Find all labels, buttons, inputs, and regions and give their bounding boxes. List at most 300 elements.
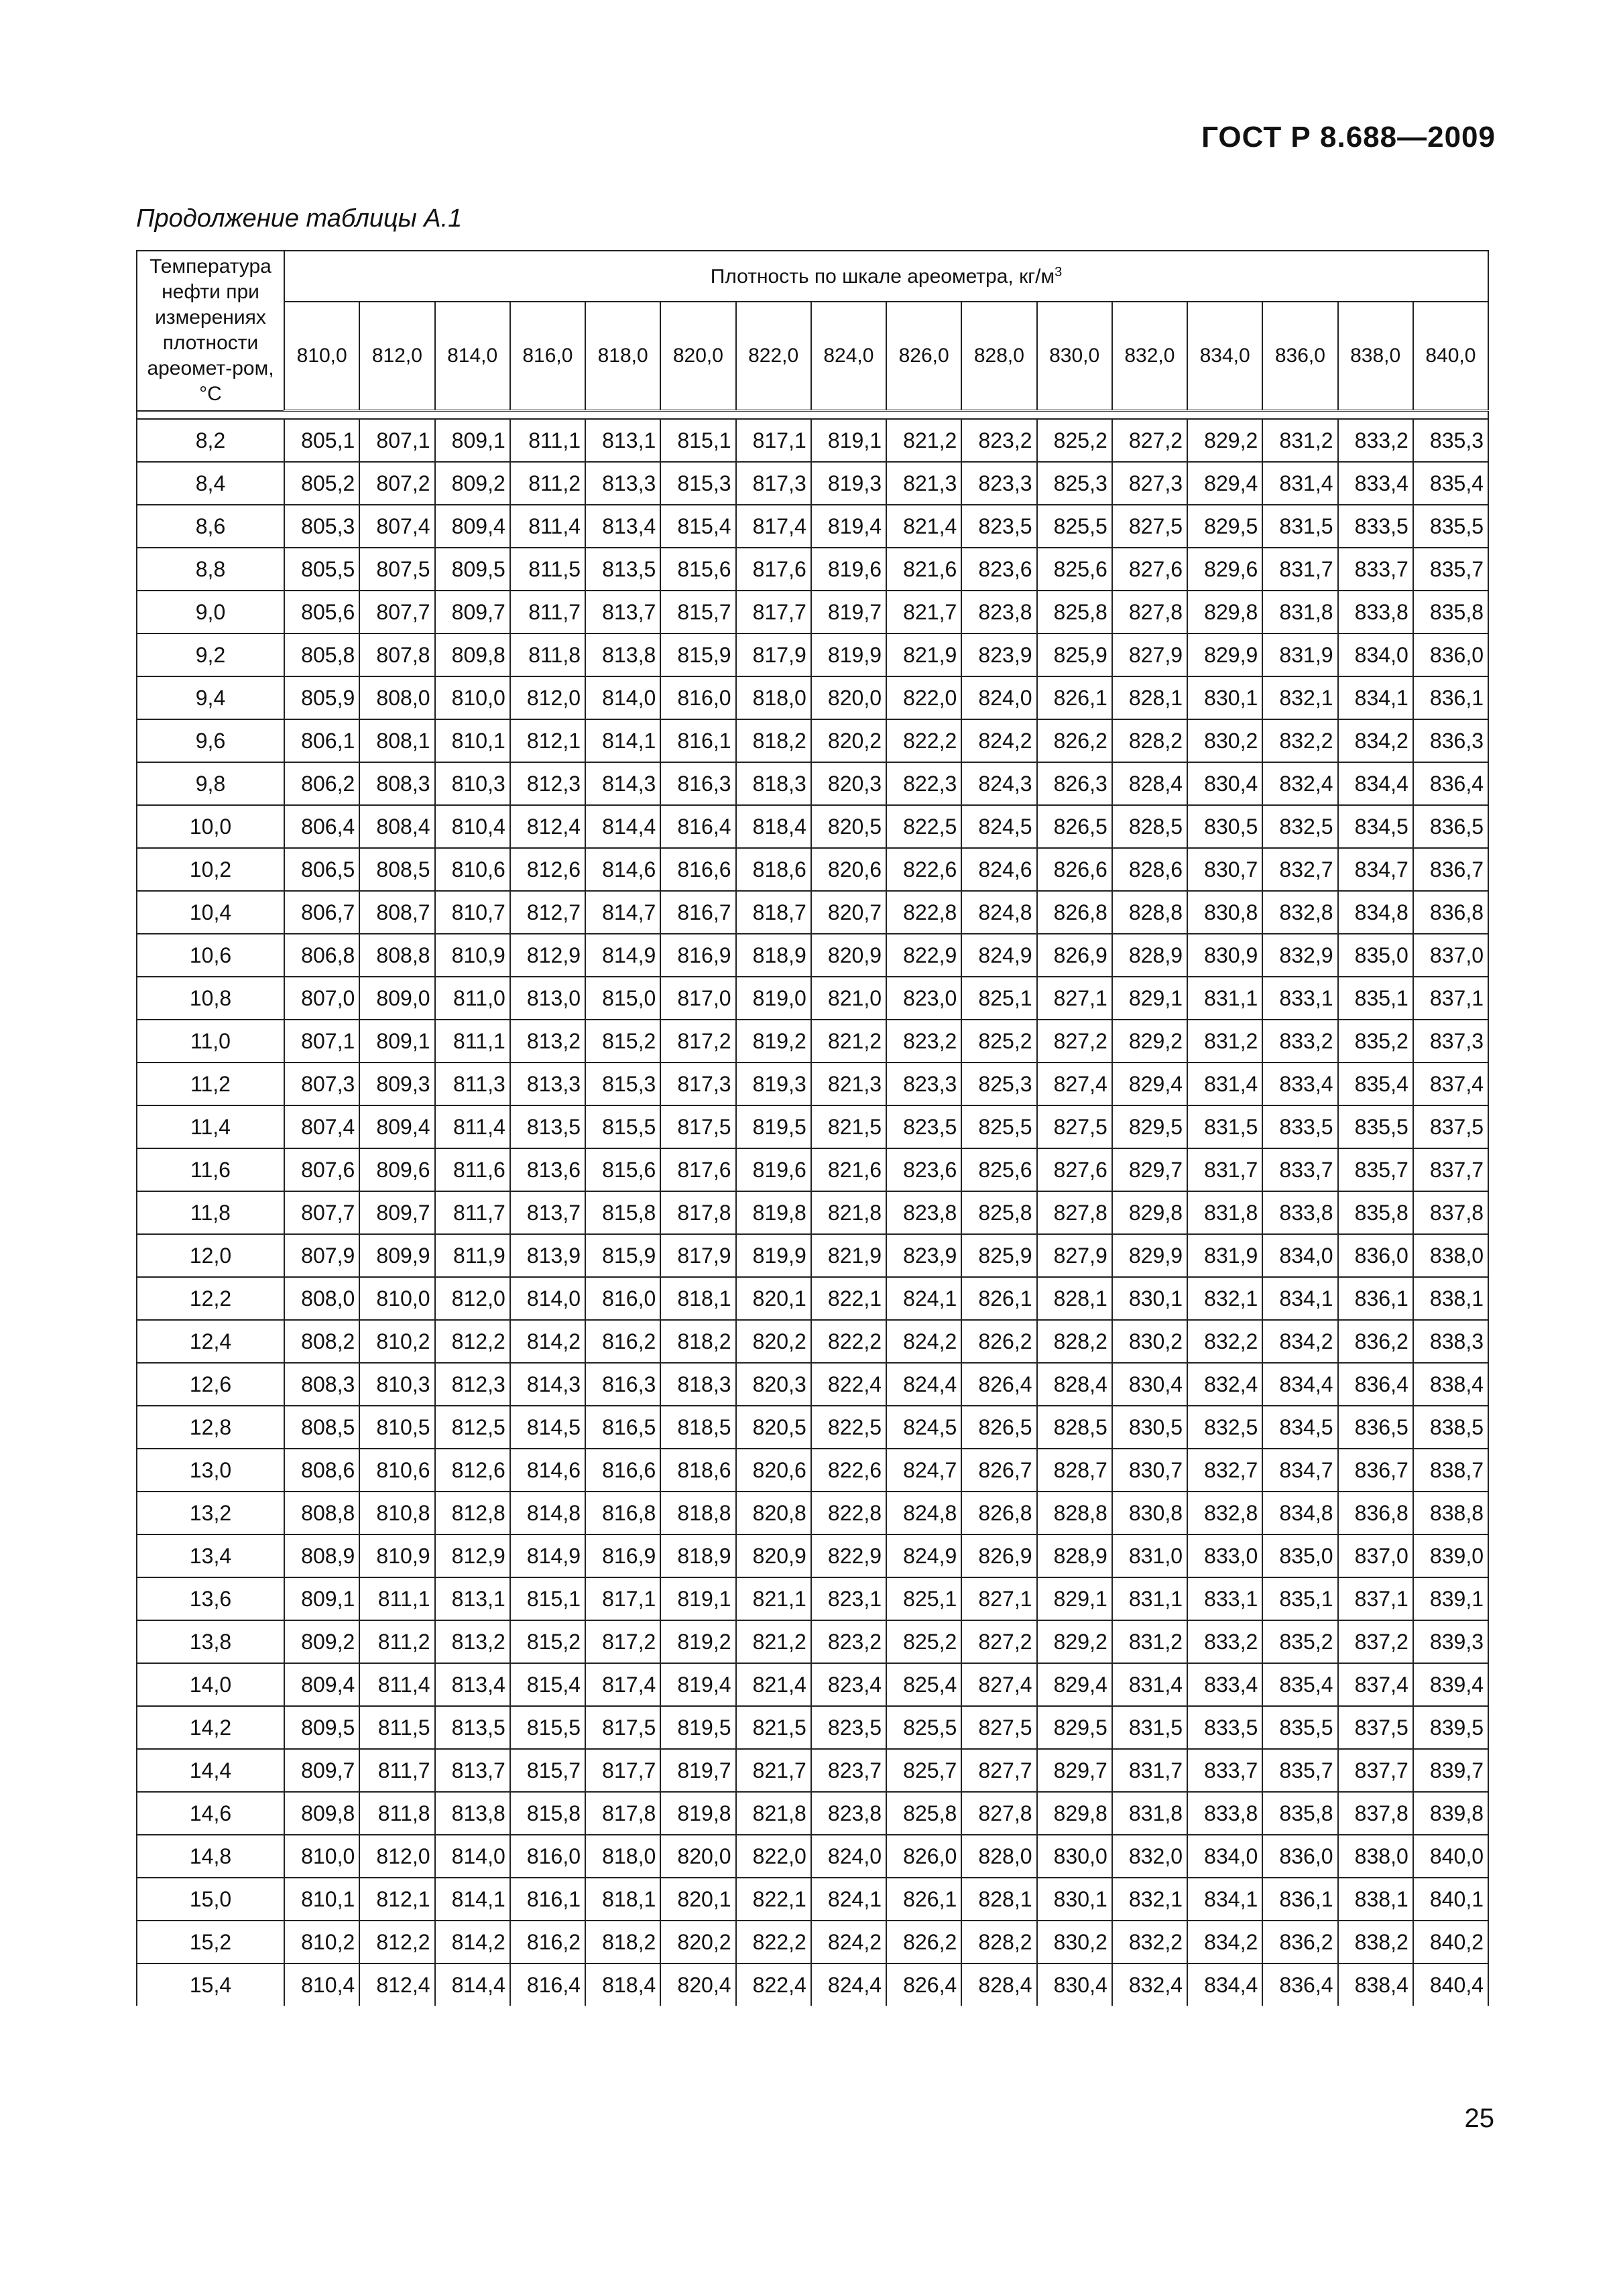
density-value-cell: 837,1 bbox=[1338, 1577, 1413, 1620]
table-row bbox=[137, 891, 1488, 934]
density-value-cell: 836,0 bbox=[1262, 1835, 1337, 1878]
density-scale-header-text: Плотность по шкале ареометра, кг/м bbox=[710, 265, 1055, 288]
table-row bbox=[137, 1534, 1488, 1577]
temperature-cell: 13,6 bbox=[137, 1577, 284, 1620]
density-column-header: 836,0 bbox=[1262, 302, 1337, 411]
density-value-cell: 809,7 bbox=[359, 1191, 434, 1234]
density-value-cell: 809,5 bbox=[284, 1706, 359, 1749]
density-value-cell: 820,0 bbox=[811, 676, 886, 719]
density-value-cell: 833,4 bbox=[1338, 462, 1413, 505]
table-row bbox=[137, 1105, 1488, 1148]
density-value-cell: 831,5 bbox=[1187, 1105, 1262, 1148]
density-value-cell: 821,9 bbox=[811, 1234, 886, 1277]
density-value-cell: 835,1 bbox=[1338, 977, 1413, 1020]
density-value-cell: 822,6 bbox=[811, 1449, 886, 1492]
density-value-cell: 823,7 bbox=[811, 1749, 886, 1792]
density-value-cell: 828,9 bbox=[1037, 1534, 1112, 1577]
density-value-cell: 808,2 bbox=[284, 1320, 359, 1363]
density-value-cell: 837,7 bbox=[1413, 1148, 1488, 1191]
density-column-header: 838,0 bbox=[1338, 302, 1413, 411]
density-value-cell: 815,1 bbox=[510, 1577, 585, 1620]
density-value-cell: 813,2 bbox=[510, 1020, 585, 1063]
density-value-cell: 835,3 bbox=[1413, 419, 1488, 462]
density-value-cell: 819,8 bbox=[660, 1792, 735, 1835]
density-value-cell: 816,1 bbox=[510, 1878, 585, 1921]
temperature-cell: 8,2 bbox=[137, 419, 284, 462]
density-value-cell: 820,6 bbox=[736, 1449, 811, 1492]
density-value-cell: 835,4 bbox=[1413, 462, 1488, 505]
density-value-cell: 829,9 bbox=[1112, 1234, 1187, 1277]
density-value-cell: 807,4 bbox=[359, 505, 434, 548]
density-value-cell: 811,7 bbox=[435, 1191, 510, 1234]
density-value-cell: 832,2 bbox=[1112, 1921, 1187, 1963]
density-value-cell: 816,7 bbox=[660, 891, 735, 934]
density-value-cell: 808,8 bbox=[359, 934, 434, 977]
density-value-cell: 821,6 bbox=[811, 1148, 886, 1191]
temperature-cell: 9,2 bbox=[137, 633, 284, 676]
density-value-cell: 814,0 bbox=[510, 1277, 585, 1320]
density-value-cell: 811,4 bbox=[435, 1105, 510, 1148]
density-value-cell: 816,6 bbox=[660, 848, 735, 891]
density-value-cell: 811,6 bbox=[435, 1148, 510, 1191]
density-value-cell: 821,5 bbox=[736, 1706, 811, 1749]
density-value-cell: 808,8 bbox=[284, 1492, 359, 1534]
density-value-cell: 819,6 bbox=[736, 1148, 811, 1191]
density-value-cell: 811,4 bbox=[359, 1663, 434, 1706]
density-value-cell: 829,8 bbox=[1187, 591, 1262, 633]
density-value-cell: 826,2 bbox=[961, 1320, 1036, 1363]
temperature-cell: 10,8 bbox=[137, 977, 284, 1020]
density-value-cell: 808,7 bbox=[359, 891, 434, 934]
density-value-cell: 823,5 bbox=[886, 1105, 961, 1148]
density-value-cell: 813,7 bbox=[510, 1191, 585, 1234]
table-row bbox=[137, 1792, 1488, 1835]
density-value-cell: 836,4 bbox=[1413, 762, 1488, 805]
density-value-cell: 805,5 bbox=[284, 548, 359, 591]
temperature-cell: 10,0 bbox=[137, 805, 284, 848]
temperature-cell: 14,8 bbox=[137, 1835, 284, 1878]
density-value-cell: 811,0 bbox=[435, 977, 510, 1020]
density-value-cell: 837,2 bbox=[1338, 1620, 1413, 1663]
density-value-cell: 829,2 bbox=[1112, 1020, 1187, 1063]
density-value-cell: 819,5 bbox=[660, 1706, 735, 1749]
density-value-cell: 820,9 bbox=[811, 934, 886, 977]
density-value-cell: 817,8 bbox=[585, 1792, 660, 1835]
density-value-cell: 814,4 bbox=[585, 805, 660, 848]
density-value-cell: 825,5 bbox=[961, 1105, 1036, 1148]
density-value-cell: 821,9 bbox=[886, 633, 961, 676]
density-value-cell: 811,8 bbox=[510, 633, 585, 676]
density-value-cell: 823,3 bbox=[961, 462, 1036, 505]
density-value-cell: 818,2 bbox=[736, 719, 811, 762]
table-row bbox=[137, 762, 1488, 805]
temperature-cell: 13,8 bbox=[137, 1620, 284, 1663]
density-value-cell: 818,2 bbox=[660, 1320, 735, 1363]
density-value-cell: 821,2 bbox=[811, 1020, 886, 1063]
density-value-cell: 817,8 bbox=[660, 1191, 735, 1234]
temperature-cell: 10,6 bbox=[137, 934, 284, 977]
density-value-cell: 822,0 bbox=[886, 676, 961, 719]
density-value-cell: 829,7 bbox=[1037, 1749, 1112, 1792]
density-column-header: 822,0 bbox=[736, 302, 811, 411]
density-column-header: 818,0 bbox=[585, 302, 660, 411]
density-value-cell: 812,2 bbox=[359, 1921, 434, 1963]
temperature-cell: 12,8 bbox=[137, 1406, 284, 1449]
density-column-header: 830,0 bbox=[1037, 302, 1112, 411]
density-value-cell: 826,0 bbox=[886, 1835, 961, 1878]
density-value-cell: 824,2 bbox=[811, 1921, 886, 1963]
density-value-cell: 834,1 bbox=[1338, 676, 1413, 719]
table-row bbox=[137, 1277, 1488, 1320]
density-value-cell: 809,7 bbox=[284, 1749, 359, 1792]
density-value-cell: 829,5 bbox=[1112, 1105, 1187, 1148]
density-value-cell: 815,1 bbox=[660, 419, 735, 462]
density-value-cell: 835,2 bbox=[1338, 1020, 1413, 1063]
density-value-cell: 833,4 bbox=[1262, 1063, 1337, 1105]
density-value-cell: 836,2 bbox=[1262, 1921, 1337, 1963]
density-value-cell: 817,5 bbox=[585, 1706, 660, 1749]
density-value-cell: 834,4 bbox=[1187, 1963, 1262, 2006]
density-value-cell: 815,5 bbox=[585, 1105, 660, 1148]
density-value-cell: 829,9 bbox=[1187, 633, 1262, 676]
density-value-cell: 838,4 bbox=[1338, 1963, 1413, 2006]
density-value-cell: 819,4 bbox=[660, 1663, 735, 1706]
density-value-cell: 813,6 bbox=[510, 1148, 585, 1191]
density-value-cell: 819,6 bbox=[811, 548, 886, 591]
density-value-cell: 829,8 bbox=[1037, 1792, 1112, 1835]
density-value-cell: 832,0 bbox=[1112, 1835, 1187, 1878]
density-value-cell: 828,4 bbox=[1112, 762, 1187, 805]
density-value-cell: 830,4 bbox=[1112, 1363, 1187, 1406]
density-value-cell: 810,9 bbox=[435, 934, 510, 977]
density-value-cell: 820,4 bbox=[660, 1963, 735, 2006]
density-value-cell: 836,7 bbox=[1338, 1449, 1413, 1492]
density-value-cell: 825,3 bbox=[1037, 462, 1112, 505]
density-value-cell: 815,2 bbox=[510, 1620, 585, 1663]
density-column-header: 824,0 bbox=[811, 302, 886, 411]
density-value-cell: 817,1 bbox=[585, 1577, 660, 1620]
density-value-cell: 834,4 bbox=[1338, 762, 1413, 805]
density-value-cell: 823,5 bbox=[811, 1706, 886, 1749]
density-value-cell: 818,4 bbox=[736, 805, 811, 848]
density-value-cell: 823,8 bbox=[886, 1191, 961, 1234]
density-value-cell: 817,1 bbox=[736, 419, 811, 462]
density-columns-row bbox=[137, 302, 1488, 411]
density-value-cell: 822,2 bbox=[811, 1320, 886, 1363]
density-value-cell: 806,8 bbox=[284, 934, 359, 977]
density-value-cell: 839,5 bbox=[1413, 1706, 1488, 1749]
density-value-cell: 824,0 bbox=[811, 1835, 886, 1878]
density-value-cell: 809,1 bbox=[284, 1577, 359, 1620]
density-value-cell: 814,7 bbox=[585, 891, 660, 934]
density-value-cell: 837,3 bbox=[1413, 1020, 1488, 1063]
temperature-cell: 9,6 bbox=[137, 719, 284, 762]
density-value-cell: 824,2 bbox=[961, 719, 1036, 762]
density-value-cell: 813,5 bbox=[510, 1105, 585, 1148]
temperature-cell: 15,4 bbox=[137, 1963, 284, 2006]
density-value-cell: 809,2 bbox=[435, 462, 510, 505]
table-row bbox=[137, 1148, 1488, 1191]
density-value-cell: 816,8 bbox=[585, 1492, 660, 1534]
density-column-header: 810,0 bbox=[284, 302, 359, 411]
density-value-cell: 808,4 bbox=[359, 805, 434, 848]
density-value-cell: 823,6 bbox=[886, 1148, 961, 1191]
density-value-cell: 828,0 bbox=[961, 1835, 1036, 1878]
table-row bbox=[137, 1963, 1488, 2006]
density-table bbox=[136, 250, 1489, 2006]
density-value-cell: 820,8 bbox=[736, 1492, 811, 1534]
document-code: ГОСТ Р 8.688—2009 bbox=[1201, 121, 1496, 154]
density-value-cell: 826,6 bbox=[1037, 848, 1112, 891]
density-value-cell: 822,9 bbox=[886, 934, 961, 977]
density-value-cell: 831,8 bbox=[1112, 1792, 1187, 1835]
density-value-cell: 817,7 bbox=[585, 1749, 660, 1792]
density-value-cell: 835,5 bbox=[1413, 505, 1488, 548]
density-value-cell: 807,2 bbox=[359, 462, 434, 505]
density-value-cell: 830,5 bbox=[1187, 805, 1262, 848]
density-value-cell: 839,1 bbox=[1413, 1577, 1488, 1620]
density-value-cell: 830,8 bbox=[1112, 1492, 1187, 1534]
density-value-cell: 832,2 bbox=[1262, 719, 1337, 762]
density-value-cell: 805,8 bbox=[284, 633, 359, 676]
density-value-cell: 831,8 bbox=[1187, 1191, 1262, 1234]
density-value-cell: 828,7 bbox=[1037, 1449, 1112, 1492]
density-value-cell: 817,4 bbox=[736, 505, 811, 548]
density-value-cell: 825,8 bbox=[961, 1191, 1036, 1234]
density-value-cell: 813,5 bbox=[585, 548, 660, 591]
density-value-cell: 835,0 bbox=[1262, 1534, 1337, 1577]
density-value-cell: 828,5 bbox=[1037, 1406, 1112, 1449]
density-value-cell: 813,3 bbox=[585, 462, 660, 505]
density-value-cell: 812,9 bbox=[510, 934, 585, 977]
density-value-cell: 810,1 bbox=[435, 719, 510, 762]
density-value-cell: 828,6 bbox=[1112, 848, 1187, 891]
density-value-cell: 831,7 bbox=[1112, 1749, 1187, 1792]
density-value-cell: 836,1 bbox=[1338, 1277, 1413, 1320]
table-row bbox=[137, 1320, 1488, 1363]
density-value-cell: 831,1 bbox=[1187, 977, 1262, 1020]
density-value-cell: 832,1 bbox=[1112, 1878, 1187, 1921]
density-value-cell: 813,9 bbox=[510, 1234, 585, 1277]
density-value-cell: 809,9 bbox=[359, 1234, 434, 1277]
density-value-cell: 813,4 bbox=[585, 505, 660, 548]
density-value-cell: 833,2 bbox=[1262, 1020, 1337, 1063]
density-value-cell: 816,3 bbox=[660, 762, 735, 805]
density-value-cell: 818,3 bbox=[736, 762, 811, 805]
density-value-cell: 824,2 bbox=[886, 1320, 961, 1363]
density-value-cell: 825,2 bbox=[961, 1020, 1036, 1063]
density-value-cell: 808,6 bbox=[284, 1449, 359, 1492]
density-value-cell: 822,8 bbox=[811, 1492, 886, 1534]
density-value-cell: 832,8 bbox=[1187, 1492, 1262, 1534]
density-value-cell: 826,9 bbox=[961, 1534, 1036, 1577]
density-value-cell: 829,5 bbox=[1187, 505, 1262, 548]
density-value-cell: 818,5 bbox=[660, 1406, 735, 1449]
temperature-cell: 12,0 bbox=[137, 1234, 284, 1277]
density-value-cell: 833,7 bbox=[1338, 548, 1413, 591]
density-value-cell: 825,6 bbox=[1037, 548, 1112, 591]
table-row bbox=[137, 1363, 1488, 1406]
density-value-cell: 810,1 bbox=[284, 1878, 359, 1921]
density-value-cell: 816,2 bbox=[510, 1921, 585, 1963]
density-value-cell: 826,5 bbox=[961, 1406, 1036, 1449]
density-value-cell: 835,5 bbox=[1338, 1105, 1413, 1148]
density-value-cell: 812,8 bbox=[435, 1492, 510, 1534]
density-value-cell: 811,1 bbox=[510, 419, 585, 462]
density-value-cell: 818,0 bbox=[585, 1835, 660, 1878]
density-value-cell: 817,2 bbox=[585, 1620, 660, 1663]
density-value-cell: 826,8 bbox=[1037, 891, 1112, 934]
density-value-cell: 834,2 bbox=[1262, 1320, 1337, 1363]
density-value-cell: 811,2 bbox=[359, 1620, 434, 1663]
density-value-cell: 817,6 bbox=[736, 548, 811, 591]
table-row bbox=[137, 1706, 1488, 1749]
density-value-cell: 810,6 bbox=[359, 1449, 434, 1492]
density-value-cell: 821,6 bbox=[886, 548, 961, 591]
density-value-cell: 830,4 bbox=[1187, 762, 1262, 805]
density-value-cell: 821,8 bbox=[736, 1792, 811, 1835]
density-value-cell: 826,4 bbox=[886, 1963, 961, 2006]
density-value-cell: 833,8 bbox=[1262, 1191, 1337, 1234]
density-value-cell: 814,0 bbox=[435, 1835, 510, 1878]
density-value-cell: 805,3 bbox=[284, 505, 359, 548]
density-value-cell: 817,3 bbox=[736, 462, 811, 505]
density-value-cell: 833,5 bbox=[1262, 1105, 1337, 1148]
table-row bbox=[137, 719, 1488, 762]
density-value-cell: 825,4 bbox=[886, 1663, 961, 1706]
density-value-cell: 820,1 bbox=[736, 1277, 811, 1320]
temperature-cell: 9,8 bbox=[137, 762, 284, 805]
density-value-cell: 812,9 bbox=[435, 1534, 510, 1577]
density-value-cell: 830,1 bbox=[1037, 1878, 1112, 1921]
density-value-cell: 828,9 bbox=[1112, 934, 1187, 977]
density-value-cell: 820,3 bbox=[736, 1363, 811, 1406]
density-value-cell: 828,2 bbox=[961, 1921, 1036, 1963]
density-value-cell: 818,1 bbox=[585, 1878, 660, 1921]
density-value-cell: 836,2 bbox=[1338, 1320, 1413, 1363]
density-value-cell: 822,2 bbox=[886, 719, 961, 762]
density-value-cell: 815,8 bbox=[510, 1792, 585, 1835]
density-value-cell: 829,7 bbox=[1112, 1148, 1187, 1191]
density-value-cell: 807,8 bbox=[359, 633, 434, 676]
density-value-cell: 837,8 bbox=[1413, 1191, 1488, 1234]
density-value-cell: 810,4 bbox=[435, 805, 510, 848]
density-value-cell: 807,0 bbox=[284, 977, 359, 1020]
density-value-cell: 835,1 bbox=[1262, 1577, 1337, 1620]
density-value-cell: 824,4 bbox=[811, 1963, 886, 2006]
density-value-cell: 827,4 bbox=[961, 1663, 1036, 1706]
temperature-cell: 10,4 bbox=[137, 891, 284, 934]
table-row bbox=[137, 548, 1488, 591]
density-value-cell: 820,0 bbox=[660, 1835, 735, 1878]
density-value-cell: 832,4 bbox=[1112, 1963, 1187, 2006]
density-value-cell: 813,1 bbox=[435, 1577, 510, 1620]
density-value-cell: 829,4 bbox=[1112, 1063, 1187, 1105]
density-value-cell: 832,9 bbox=[1262, 934, 1337, 977]
density-value-cell: 808,9 bbox=[284, 1534, 359, 1577]
density-value-cell: 816,4 bbox=[660, 805, 735, 848]
temperature-cell: 8,6 bbox=[137, 505, 284, 548]
density-value-cell: 833,7 bbox=[1262, 1148, 1337, 1191]
density-value-cell: 814,3 bbox=[585, 762, 660, 805]
density-value-cell: 805,9 bbox=[284, 676, 359, 719]
density-value-cell: 837,8 bbox=[1338, 1792, 1413, 1835]
density-value-cell: 826,5 bbox=[1037, 805, 1112, 848]
temperature-cell: 11,8 bbox=[137, 1191, 284, 1234]
temperature-cell: 14,0 bbox=[137, 1663, 284, 1706]
density-value-cell: 820,2 bbox=[811, 719, 886, 762]
density-value-cell: 829,4 bbox=[1187, 462, 1262, 505]
density-value-cell: 827,2 bbox=[1037, 1020, 1112, 1063]
density-value-cell: 828,1 bbox=[961, 1878, 1036, 1921]
density-value-cell: 837,5 bbox=[1338, 1706, 1413, 1749]
density-value-cell: 832,8 bbox=[1262, 891, 1337, 934]
table-row bbox=[137, 633, 1488, 676]
density-value-cell: 832,5 bbox=[1262, 805, 1337, 848]
density-value-cell: 835,0 bbox=[1338, 934, 1413, 977]
density-value-cell: 810,8 bbox=[359, 1492, 434, 1534]
density-value-cell: 827,2 bbox=[1112, 419, 1187, 462]
table-row bbox=[137, 419, 1488, 462]
density-value-cell: 821,5 bbox=[811, 1105, 886, 1148]
temperature-cell: 12,4 bbox=[137, 1320, 284, 1363]
density-value-cell: 811,3 bbox=[435, 1063, 510, 1105]
density-column-header: 826,0 bbox=[886, 302, 961, 411]
density-value-cell: 816,6 bbox=[585, 1449, 660, 1492]
density-value-cell: 838,0 bbox=[1413, 1234, 1488, 1277]
density-value-cell: 811,4 bbox=[510, 505, 585, 548]
density-value-cell: 829,8 bbox=[1112, 1191, 1187, 1234]
density-value-cell: 827,1 bbox=[1037, 977, 1112, 1020]
temperature-cell: 10,2 bbox=[137, 848, 284, 891]
density-value-cell: 833,2 bbox=[1187, 1620, 1262, 1663]
density-value-cell: 831,0 bbox=[1112, 1534, 1187, 1577]
density-column-header: 814,0 bbox=[435, 302, 510, 411]
density-value-cell: 832,5 bbox=[1187, 1406, 1262, 1449]
density-value-cell: 837,1 bbox=[1413, 977, 1488, 1020]
density-value-cell: 811,5 bbox=[510, 548, 585, 591]
density-value-cell: 836,4 bbox=[1338, 1363, 1413, 1406]
density-value-cell: 834,2 bbox=[1187, 1921, 1262, 1963]
density-value-cell: 836,1 bbox=[1413, 676, 1488, 719]
density-value-cell: 809,6 bbox=[359, 1148, 434, 1191]
density-value-cell: 808,0 bbox=[284, 1277, 359, 1320]
density-value-cell: 830,7 bbox=[1187, 848, 1262, 891]
density-value-cell: 839,7 bbox=[1413, 1749, 1488, 1792]
density-value-cell: 827,8 bbox=[1112, 591, 1187, 633]
density-value-cell: 809,4 bbox=[435, 505, 510, 548]
density-value-cell: 827,3 bbox=[1112, 462, 1187, 505]
table-row bbox=[137, 1492, 1488, 1534]
density-value-cell: 824,9 bbox=[886, 1534, 961, 1577]
density-value-cell: 825,5 bbox=[886, 1706, 961, 1749]
density-value-cell: 833,8 bbox=[1338, 591, 1413, 633]
density-value-cell: 837,5 bbox=[1413, 1105, 1488, 1148]
density-value-cell: 839,4 bbox=[1413, 1663, 1488, 1706]
density-value-cell: 810,9 bbox=[359, 1534, 434, 1577]
density-value-cell: 811,7 bbox=[359, 1749, 434, 1792]
density-value-cell: 835,8 bbox=[1338, 1191, 1413, 1234]
table-row bbox=[137, 505, 1488, 548]
density-value-cell: 836,7 bbox=[1413, 848, 1488, 891]
temperature-cell: 8,4 bbox=[137, 462, 284, 505]
density-value-cell: 834,5 bbox=[1262, 1406, 1337, 1449]
density-value-cell: 808,5 bbox=[359, 848, 434, 891]
density-value-cell: 839,3 bbox=[1413, 1620, 1488, 1663]
density-value-cell: 821,2 bbox=[886, 419, 961, 462]
density-value-cell: 807,7 bbox=[284, 1191, 359, 1234]
density-value-cell: 813,1 bbox=[585, 419, 660, 462]
